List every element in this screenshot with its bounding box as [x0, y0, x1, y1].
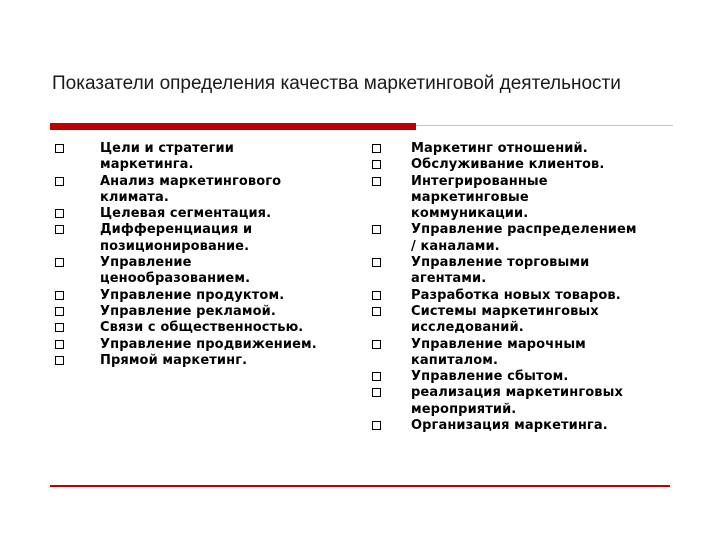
list-item: Разработка новых товаров. [372, 288, 682, 304]
list-item: Анализ маркетингового климата. [55, 174, 355, 207]
list-item: Связи с общественностью. [55, 320, 355, 336]
list-item: Целевая сегментация. [55, 206, 355, 222]
right-indicator-list [372, 141, 682, 434]
square-bullet-icon [55, 323, 64, 332]
list-item: Управление марочным капиталом. [372, 337, 682, 370]
square-bullet-icon [372, 258, 381, 267]
list-item: Прямой маркетинг. [55, 353, 355, 369]
square-bullet-icon [55, 340, 64, 349]
square-bullet-icon [55, 177, 64, 186]
square-bullet-icon [55, 291, 64, 300]
list-item: Управление продвижением. [55, 337, 355, 353]
list-item: Организация маркетинга. [372, 418, 682, 434]
left-indicator-list [55, 141, 355, 369]
list-item: Управление рекламой. [55, 304, 355, 320]
square-bullet-icon [372, 291, 381, 300]
square-bullet-icon [372, 388, 381, 397]
list-item: Цели и стратегии маркетинга. [55, 141, 355, 174]
square-bullet-icon [55, 307, 64, 316]
square-bullet-icon [372, 372, 381, 381]
square-bullet-icon [55, 209, 64, 218]
square-bullet-icon [372, 421, 381, 430]
square-bullet-icon [55, 356, 64, 365]
square-bullet-icon [372, 307, 381, 316]
list-item: Обслуживание клиентов. [372, 157, 682, 173]
list-item: Управление ценообразованием. [55, 255, 355, 288]
square-bullet-icon [55, 225, 64, 234]
square-bullet-icon [372, 160, 381, 169]
list-item: реализация маркетинговых мероприятий. [372, 385, 682, 418]
square-bullet-icon [55, 144, 64, 153]
slide-title: Показатели определения качества маркетинговой деятельности [52, 73, 621, 94]
list-item: Управление сбытом. [372, 369, 682, 385]
footer-divider [50, 485, 670, 487]
list-item: Управление торговыми агентами. [372, 255, 682, 288]
list-item: Дифференциация и позиционирование. [55, 222, 355, 255]
list-item: Управление продуктом. [55, 288, 355, 304]
list-item: Интегрированные маркетинговые коммуникации. [372, 174, 682, 223]
list-item: Системы маркетинговых исследований. [372, 304, 682, 337]
list-item: Управление распределением / каналами. [372, 222, 682, 255]
list-item: Маркетинг отношений. [372, 141, 682, 157]
square-bullet-icon [372, 340, 381, 349]
title-accent-bar [50, 123, 416, 130]
square-bullet-icon [372, 225, 381, 234]
square-bullet-icon [372, 177, 381, 186]
square-bullet-icon [372, 144, 381, 153]
square-bullet-icon [55, 258, 64, 267]
